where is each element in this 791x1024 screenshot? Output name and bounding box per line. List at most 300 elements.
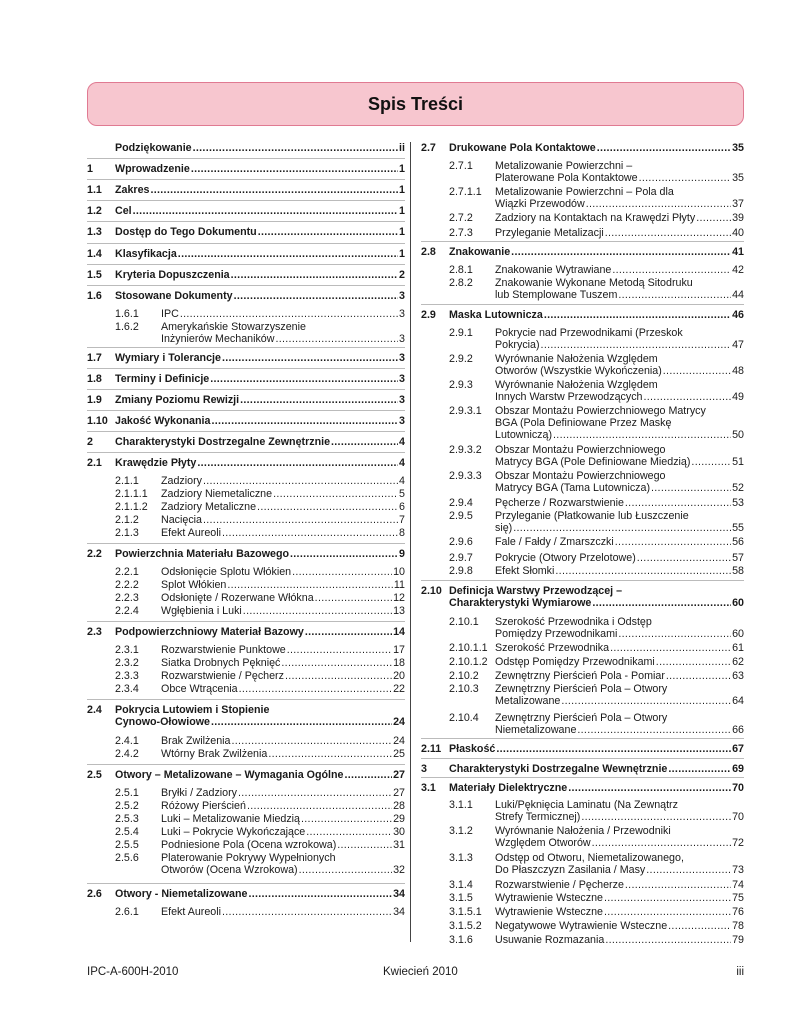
section-divider	[87, 264, 405, 265]
toc-entry-page: 1	[399, 163, 405, 175]
toc-entry-title-line: Luki – Pokrycie Wykończające	[161, 826, 306, 838]
toc-entry-page: 9	[399, 548, 405, 560]
toc-entry[interactable]	[421, 906, 744, 918]
toc-entry-page: 12	[393, 592, 405, 604]
toc-entry[interactable]	[87, 548, 405, 560]
dot-leader	[577, 724, 731, 736]
toc-entry-title-line: Podpowierzchniowy Materiał Bazowy	[115, 626, 304, 638]
toc-entry-title-line: Metalizowanie Powierzchni – Pola dla	[495, 186, 674, 198]
dot-leader	[544, 309, 731, 321]
toc-entry-number: 2.5.1	[115, 787, 139, 799]
dot-leader	[287, 644, 392, 656]
dot-leader	[637, 552, 731, 564]
toc-entry-page: 63	[732, 670, 744, 682]
dot-leader	[257, 501, 398, 513]
dot-leader	[285, 670, 392, 682]
dot-leader	[258, 226, 398, 238]
footer-document-id: IPC-A-600H-2010	[87, 966, 179, 978]
toc-entry[interactable]	[87, 813, 405, 825]
toc-entry-title-line: Pomiędzy Przewodnikami	[495, 628, 618, 640]
toc-entry-title-line: Terminy i Definicje	[115, 373, 210, 385]
toc-entry[interactable]	[421, 186, 744, 210]
toc-entry[interactable]	[87, 626, 405, 638]
toc-entry-title-line: Strefy Termicznej)	[495, 811, 581, 823]
dot-leader	[331, 436, 398, 448]
section-divider	[87, 410, 405, 411]
toc-entry-number: 3.1.3	[449, 852, 473, 864]
toc-entry-number: 2.1.1.1	[115, 488, 148, 500]
toc-entry-number: 3.1.2	[449, 825, 473, 837]
dot-leader	[337, 839, 392, 851]
section-divider	[87, 389, 405, 390]
toc-entry-page: 50	[732, 429, 744, 441]
dot-leader	[238, 787, 392, 799]
dot-leader	[275, 333, 398, 345]
toc-entry-page: 67	[732, 743, 744, 755]
toc-entry[interactable]	[87, 290, 405, 302]
toc-entry-title-line: Obszar Montażu Powierzchniowego	[495, 470, 666, 482]
toc-entry[interactable]	[421, 405, 744, 441]
toc-entry[interactable]	[421, 565, 744, 577]
toc-entry-number: 3.1.6	[449, 934, 473, 946]
toc-entry-page: 22	[393, 683, 405, 695]
toc-entry-title-line: Lutowniczą)	[495, 429, 553, 441]
dot-leader	[227, 579, 393, 591]
toc-entry-title-line: Odstęp Pomiędzy Przewodnikami	[495, 656, 655, 668]
toc-entry-number: 3	[421, 763, 427, 775]
toc-entry[interactable]	[87, 670, 405, 682]
toc-entry[interactable]	[421, 920, 744, 932]
toc-entry-number: 3.1.4	[449, 879, 473, 891]
toc-entry[interactable]	[421, 536, 744, 548]
section-divider	[87, 883, 405, 884]
dot-leader	[605, 934, 731, 946]
dot-leader	[568, 782, 731, 794]
toc-entry-page: 44	[732, 289, 744, 301]
toc-entry[interactable]	[87, 769, 405, 781]
toc-entry-title-line: Znakowanie	[449, 246, 511, 258]
section-divider	[87, 431, 405, 432]
toc-entry-page: 1	[399, 226, 405, 238]
toc-entry[interactable]	[87, 527, 405, 539]
toc-entry[interactable]	[87, 888, 405, 900]
toc-entry-number: 2.9.7	[449, 552, 473, 564]
toc-entry-page: 17	[393, 644, 405, 656]
toc-entry-title-line: Do Płaszczyzn Zasilania / Masy	[495, 864, 646, 876]
toc-entry-page: 48	[732, 365, 744, 377]
toc-entry-page: 2	[399, 269, 405, 281]
dot-leader	[581, 811, 731, 823]
toc-entry-number: 2.8.1	[449, 264, 473, 276]
dot-leader	[234, 290, 398, 302]
toc-entry-title-line: Usuwanie Rozmazania	[495, 934, 605, 946]
toc-entry-number: 1.10	[87, 415, 108, 427]
dot-leader	[496, 743, 731, 755]
toc-entry-number: 2.5.2	[115, 800, 139, 812]
toc-entry[interactable]	[421, 934, 744, 946]
toc-entry-number: 2.5.6	[115, 852, 139, 864]
toc-entry-title-line: Wiązki Przewodów	[495, 198, 585, 210]
toc-entry-title-line: Przyleganie Metalizacji	[495, 227, 604, 239]
toc-entry-title-line: Platerowane Pola Kontaktowe	[495, 172, 638, 184]
toc-entry[interactable]	[87, 514, 405, 526]
dot-leader	[610, 642, 731, 654]
toc-entry-number: 2.10.1	[449, 616, 479, 628]
section-divider	[87, 285, 405, 286]
toc-entry[interactable]	[87, 906, 405, 918]
toc-entry-title-line: Wyrównanie Nałożenia / Przewodniki	[495, 825, 671, 837]
toc-entry-title-line: Innych Warstw Przewodzących	[495, 391, 643, 403]
toc-entry-title-line: Zadziory	[161, 475, 202, 487]
toc-entry[interactable]	[87, 205, 405, 217]
toc-entry[interactable]	[87, 415, 405, 427]
toc-entry-number: 3.1.5.2	[449, 920, 482, 932]
toc-entry-title-line: Efekt Aureoli	[161, 527, 222, 539]
toc-entry[interactable]	[87, 800, 405, 812]
toc-entry[interactable]	[87, 248, 405, 260]
toc-entry-title-line: Definicja Warstwy Przewodzącej –	[449, 585, 623, 597]
toc-entry-page: 18	[393, 657, 405, 669]
toc-entry-number: 2.1.3	[115, 527, 139, 539]
toc-entry-page: 1	[399, 184, 405, 196]
section-divider	[87, 243, 405, 244]
toc-entry-title-line: Dostęp do Tego Dokumentu	[115, 226, 257, 238]
dot-leader	[281, 657, 392, 669]
dot-leader	[625, 879, 731, 891]
toc-entry-title-line: Wyrównanie Nałożenia Względem	[495, 379, 658, 391]
toc-entry-number: 2.10.3	[449, 683, 479, 695]
dot-leader	[231, 269, 398, 281]
dot-leader	[646, 864, 731, 876]
section-divider	[87, 347, 405, 348]
toc-entry[interactable]	[87, 683, 405, 695]
toc-entry[interactable]	[421, 246, 744, 258]
toc-entry[interactable]	[87, 579, 405, 591]
toc-entry-number: 2.7.2	[449, 212, 473, 224]
dot-leader	[663, 365, 731, 377]
toc-entry-number: 2.7	[421, 142, 436, 154]
toc-entry-title-line: Charakterystyki Dostrzegalne Zewnętrznie	[115, 436, 331, 448]
toc-entry[interactable]	[421, 642, 744, 654]
toc-entry-page: 5	[399, 488, 405, 500]
toc-entry-title-line: Zadziory Metaliczne	[161, 501, 257, 513]
toc-entry-page: 70	[732, 811, 744, 823]
toc-entry[interactable]	[421, 142, 744, 154]
toc-entry-number: 2.9.3.1	[449, 405, 482, 417]
toc-entry[interactable]	[421, 552, 744, 564]
toc-entry-number: 2.3.4	[115, 683, 139, 695]
toc-entry-number: 2.7.1	[449, 160, 473, 172]
toc-entry[interactable]	[87, 394, 405, 406]
toc-entry[interactable]	[87, 436, 405, 448]
toc-entry-title-line: Wymiary i Tolerancje	[115, 352, 221, 364]
toc-entry[interactable]	[87, 735, 405, 747]
toc-entry[interactable]	[87, 501, 405, 513]
dot-leader	[666, 670, 731, 682]
toc-entry[interactable]	[87, 748, 405, 760]
toc-entry[interactable]	[421, 585, 744, 609]
toc-entry[interactable]	[87, 605, 405, 617]
toc-entry[interactable]	[421, 683, 744, 707]
toc-entry[interactable]	[421, 309, 744, 321]
toc-entry-page: 27	[393, 769, 405, 781]
toc-entry-title-line: Pokrycia)	[495, 339, 540, 351]
toc-entry[interactable]	[87, 852, 405, 876]
toc-entry[interactable]	[421, 782, 744, 794]
toc-entry-title-line: Wgłębienia i Luki	[161, 605, 242, 617]
dot-leader	[668, 920, 731, 932]
dot-leader	[586, 198, 731, 210]
toc-entry-title-line: Stosowane Dokumenty	[115, 290, 233, 302]
toc-entry[interactable]	[421, 497, 744, 509]
toc-entry-page: 47	[732, 339, 744, 351]
toc-entry[interactable]	[421, 327, 744, 351]
toc-entry-title-line: Efekt Aureoli	[161, 906, 222, 918]
toc-entry-number: 2.9.1	[449, 327, 473, 339]
toc-entry-page: 3	[399, 333, 405, 345]
toc-entry[interactable]	[87, 373, 405, 385]
toc-entry-page: 70	[732, 782, 744, 794]
toc-entry[interactable]	[421, 444, 744, 468]
toc-entry-page: 25	[393, 748, 405, 760]
toc-entry-title-line: Zadziory Niemetaliczne	[161, 488, 273, 500]
toc-entry-number: 2.6.1	[115, 906, 139, 918]
toc-entry-title-line: Krawędzie Płyty	[115, 457, 197, 469]
dot-leader	[203, 514, 398, 526]
toc-entry-number: 2.1.1.2	[115, 501, 148, 513]
toc-entry-page: 64	[732, 695, 744, 707]
toc-entry[interactable]	[421, 656, 744, 668]
toc-entry-title-line: Wytrawienie Wsteczne	[495, 892, 603, 904]
toc-entry[interactable]	[87, 226, 405, 238]
toc-entry-number: 2.9.3.3	[449, 470, 482, 482]
dot-leader	[210, 373, 398, 385]
toc-entry[interactable]	[421, 227, 744, 239]
toc-entry-page: 56	[732, 536, 744, 548]
dot-leader	[211, 415, 398, 427]
footer-page-number: iii	[736, 966, 744, 978]
toc-entry[interactable]	[421, 160, 744, 184]
toc-entry[interactable]	[87, 488, 405, 500]
toc-entry-page: 11	[393, 579, 405, 591]
toc-entry-number: 2.5	[87, 769, 102, 781]
toc-entry-page: 49	[732, 391, 744, 403]
toc-entry-title-line: Odstęp od Otworu, Niemetalizowanego,	[495, 852, 684, 864]
toc-entry-page: 27	[393, 787, 405, 799]
toc-entry[interactable]	[421, 879, 744, 891]
toc-entry-title-line: Płaskość	[449, 743, 496, 755]
toc-entry-page: 8	[399, 527, 405, 539]
toc-entry[interactable]	[421, 379, 744, 403]
toc-entry-title-line: Cynowo-Ołowiowe	[115, 716, 210, 728]
section-divider	[87, 543, 405, 544]
toc-entry-page: 32	[393, 864, 405, 876]
toc-entry-page: 75	[732, 892, 744, 904]
toc-entry-page: 76	[732, 906, 744, 918]
toc-entry-title-line: Splot Włókien	[161, 579, 227, 591]
toc-entry-number: 2.8	[421, 246, 436, 258]
dot-leader	[592, 597, 731, 609]
toc-entry[interactable]	[87, 457, 405, 469]
toc-entry-title-line: Wyrównanie Nałożenia Względem	[495, 353, 658, 365]
toc-entry[interactable]	[421, 763, 744, 775]
toc-left-column	[87, 142, 411, 942]
toc-entry-page: 62	[732, 656, 744, 668]
toc-entry-title-line: Materiały Dielektryczne	[449, 782, 568, 794]
toc-entry[interactable]	[421, 212, 744, 224]
toc-entry[interactable]	[87, 704, 405, 728]
toc-entry-title-line: Luki/Pęknięcia Laminatu (Na Zewnątrz	[495, 799, 678, 811]
toc-entry-number: 2.2.2	[115, 579, 139, 591]
toc-entry-title-line: Zakres	[115, 184, 150, 196]
toc-entry-page: 72	[732, 837, 744, 849]
toc-entry-number: 2.7.3	[449, 227, 473, 239]
dot-leader	[197, 457, 398, 469]
dot-leader	[668, 763, 731, 775]
toc-entry[interactable]	[87, 163, 405, 175]
toc-entry-number: 1.6.1	[115, 308, 139, 320]
toc-entry-title-line: Efekt Słomki	[495, 565, 555, 577]
dot-leader	[232, 735, 393, 747]
toc-entry[interactable]	[87, 787, 405, 799]
toc-entry-page: 37	[732, 198, 744, 210]
toc-entry[interactable]	[421, 670, 744, 682]
toc-entry-title-line: Metalizowanie Powierzchni –	[495, 160, 633, 172]
toc-entry[interactable]	[87, 839, 405, 851]
toc-entry-number: 2.1	[87, 457, 102, 469]
toc-entry-title-line: Inżynierów Mechaników	[161, 333, 275, 345]
toc-entry-number: 2.11	[421, 743, 442, 755]
toc-entry-number: 3.1.1	[449, 799, 473, 811]
toc-entry[interactable]	[421, 470, 744, 494]
section-divider	[87, 699, 405, 700]
toc-entry[interactable]	[87, 592, 405, 604]
toc-entry[interactable]	[87, 657, 405, 669]
toc-entry-page: 41	[732, 246, 744, 258]
toc-entry[interactable]	[87, 826, 405, 838]
toc-entry-page: 60	[732, 597, 744, 609]
dot-leader	[555, 565, 731, 577]
toc-entry[interactable]	[87, 269, 405, 281]
toc-entry[interactable]	[421, 799, 744, 823]
toc-entry[interactable]	[421, 510, 744, 534]
section-divider	[87, 221, 405, 222]
section-divider	[421, 758, 744, 759]
dot-leader	[513, 522, 731, 534]
dot-leader	[639, 172, 732, 184]
toc-entry-title-line: Cel	[115, 205, 132, 217]
dot-leader	[651, 482, 731, 494]
toc-entry[interactable]	[87, 308, 405, 320]
toc-entry-number: 2.3.1	[115, 644, 139, 656]
toc-entry[interactable]	[87, 184, 405, 196]
toc-entry-title-line: Otwory - Niemetalizowane	[115, 888, 248, 900]
toc-entry-page: 55	[732, 522, 744, 534]
toc-entry-page: 39	[732, 212, 744, 224]
toc-entry[interactable]	[421, 277, 744, 301]
section-divider	[421, 738, 744, 739]
toc-entry[interactable]	[87, 142, 405, 154]
toc-entry-title-line: Niemetalizowane	[495, 724, 577, 736]
toc-entry-title-line: Odsłonięcie Splotu Włókien	[161, 566, 292, 578]
toc-entry-title-line: Zewnętrzny Pierścień Pola – Otwory	[495, 683, 668, 695]
section-divider	[421, 580, 744, 581]
toc-entry-page: 51	[732, 456, 744, 468]
dot-leader	[511, 246, 731, 258]
toc-entry-title-line: Charakterystyki Wymiarowe	[449, 597, 592, 609]
toc-entry[interactable]	[87, 352, 405, 364]
toc-entry-number: 1.4	[87, 248, 102, 260]
dot-leader	[203, 475, 398, 487]
toc-entry-title-line: Matrycy BGA (Tama Lutownicza)	[495, 482, 651, 494]
toc-entry-title-line: Otwory – Metalizowane – Wymagania Ogólne	[115, 769, 344, 781]
toc-entry-page: 30	[393, 826, 405, 838]
toc-entry-number: 1	[87, 163, 93, 175]
toc-entry-number: 2.4.2	[115, 748, 139, 760]
toc-entry-title-line: Wprowadzenie	[115, 163, 190, 175]
toc-entry-number: 2.9.5	[449, 510, 473, 522]
toc-entry-page: 4	[399, 457, 405, 469]
toc-entry-title-line: Klasyfikacja	[115, 248, 177, 260]
toc-title-banner	[87, 82, 744, 126]
section-divider	[87, 368, 405, 369]
dot-leader	[541, 339, 732, 351]
dot-leader	[273, 488, 398, 500]
toc-entry-number: 2.4	[87, 704, 102, 716]
toc-entry-title-line: Amerykańskie Stowarzyszenie	[161, 321, 306, 333]
toc-entry-page: 24	[393, 735, 405, 747]
toc-entry[interactable]	[421, 825, 744, 849]
toc-entry[interactable]	[87, 321, 405, 345]
toc-entry-page: 35	[732, 142, 744, 154]
dot-leader	[299, 864, 393, 876]
toc-entry-number: 1.8	[87, 373, 102, 385]
toc-entry[interactable]	[421, 353, 744, 377]
toc-entry-number: 2.5.5	[115, 839, 139, 851]
dot-leader	[696, 212, 731, 224]
toc-entry-number: 2.5.3	[115, 813, 139, 825]
toc-entry-title-line: Otworów (Ocena Wzrokowa)	[161, 864, 298, 876]
toc-entry-page: 3	[399, 394, 405, 406]
toc-entry[interactable]	[421, 712, 744, 736]
toc-entry-page: 3	[399, 373, 405, 385]
dot-leader	[239, 683, 392, 695]
toc-entry[interactable]	[421, 616, 744, 640]
section-divider	[421, 777, 744, 778]
toc-entry[interactable]	[87, 475, 405, 487]
toc-entry[interactable]	[87, 644, 405, 656]
toc-entry-number: 1.6	[87, 290, 102, 302]
toc-entry-number: 1.5	[87, 269, 102, 281]
toc-entry-title-line: Zewnętrzny Pierścień Pola – Otwory	[495, 712, 668, 724]
toc-entry[interactable]	[421, 892, 744, 904]
toc-entry-title-line: się)	[495, 522, 513, 534]
toc-entry[interactable]	[421, 264, 744, 276]
section-divider	[421, 304, 744, 305]
dot-leader	[305, 626, 392, 638]
toc-entry-number: 2.1.2	[115, 514, 139, 526]
toc-entry-title-line: Nacięcia	[161, 514, 202, 526]
toc-entry[interactable]	[421, 852, 744, 876]
toc-entry-number: 2.8.2	[449, 277, 473, 289]
toc-entry-page: 3	[399, 290, 405, 302]
toc-entry-title-line: Jakość Wykonania	[115, 415, 211, 427]
toc-entry[interactable]	[87, 566, 405, 578]
toc-entry[interactable]	[421, 743, 744, 755]
toc-entry-page: 73	[732, 864, 744, 876]
toc-entry-number: 1.3	[87, 226, 102, 238]
toc-entry-page: 79	[732, 934, 744, 946]
